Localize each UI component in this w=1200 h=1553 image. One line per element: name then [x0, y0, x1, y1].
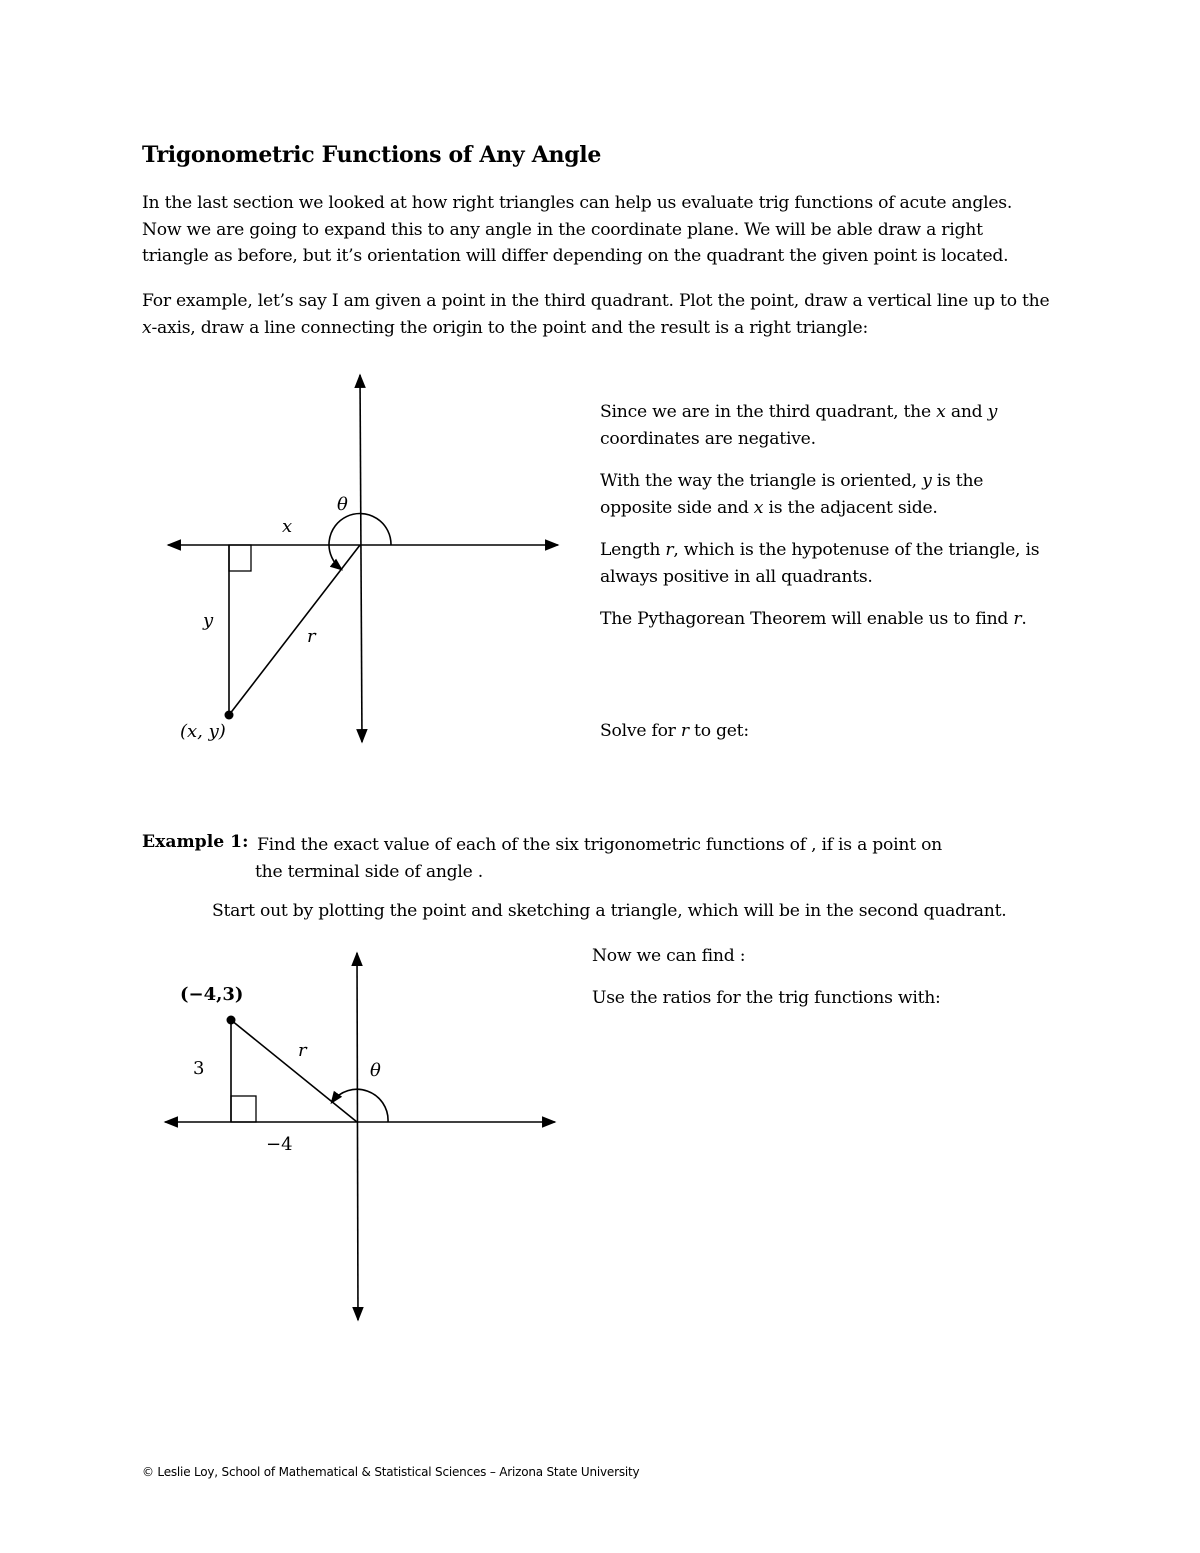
- note-2-text-d: is the adjacent side.: [763, 498, 938, 518]
- page-title: Trigonometric Functions of Any Angle: [142, 142, 602, 168]
- diagram-second-quadrant: [165, 953, 555, 1320]
- example-intro-line-2-text: -axis, draw a line connecting the origin to the point and the result is a right triangle:: [151, 317, 868, 338]
- note-2-text-a: With the way the triangle is oriented,: [600, 471, 923, 491]
- note-2-y: y: [922, 471, 932, 491]
- side-notes: [600, 399, 1070, 633]
- example-1-line-2: the terminal side of angle .: [255, 862, 484, 882]
- note-1-y: y: [987, 402, 998, 422]
- diagram1-r-label: r: [307, 626, 316, 647]
- diagram2-r-label: r: [298, 1040, 307, 1061]
- example-1-text: [257, 832, 1017, 886]
- note-5-r: r: [680, 721, 689, 741]
- note-3-text-a: Length: [600, 540, 666, 560]
- note-5-text-b: to get:: [688, 721, 749, 741]
- diagram2-y-axis: [357, 953, 358, 1320]
- diagram2-angle-arc: [332, 1089, 388, 1122]
- diagram2-point: [227, 1016, 236, 1025]
- diagram2-hypotenuse: [231, 1020, 357, 1122]
- note-2-line-2: [600, 495, 1070, 522]
- diagram2-point-label: (−4,3): [180, 984, 244, 1005]
- note-4-text-b: .: [1021, 609, 1027, 629]
- note-1-line-1: [600, 399, 1070, 426]
- now-we-can-find: Now we can find :: [592, 946, 746, 966]
- diagram2-side-x-label: −4: [266, 1134, 293, 1155]
- note-1-text-b: and: [945, 402, 988, 422]
- diagram1-y-label: y: [203, 610, 214, 631]
- diagram1-point-label: (x, y): [180, 721, 226, 742]
- note-5: [600, 718, 749, 745]
- note-3-r: r: [665, 540, 674, 560]
- note-2-text-c: opposite side and: [600, 498, 754, 518]
- note-3-line-2: always positive in all quadrants.: [600, 567, 873, 587]
- note-2-x: x: [753, 498, 764, 518]
- note-4-r: r: [1013, 609, 1022, 629]
- example-intro-line-1: For example, let’s say I am given a point in the third quadrant. Plot the point, draw a vertical line up to the: [142, 291, 1050, 311]
- intro-line-1: In the last section we looked at how right triangles can help us evaluate trig functions of acute angles.: [142, 193, 1013, 213]
- intro-line-3: triangle as before, but it’s orientation will differ depending on the quadrant the given point is located.: [142, 246, 1009, 266]
- note-2-text-b: is the: [931, 471, 984, 491]
- intro-line-2: Now we are going to expand this to any angle in the coordinate plane. We will be able draw a right: [142, 219, 983, 240]
- diagram1-theta-label: θ: [337, 494, 348, 515]
- note-1-x: x: [936, 402, 946, 422]
- note-5-text-a: Solve for: [600, 721, 681, 741]
- diagram1-x-label: x: [282, 516, 293, 537]
- note-1-text-a: Since we are in the third quadrant, the: [600, 402, 937, 422]
- diagram2-right-angle-box: [231, 1096, 256, 1122]
- note-1-line-2: coordinates are negative.: [600, 429, 816, 449]
- note-3-line-1: [600, 537, 1070, 564]
- diagram2-theta-label: θ: [370, 1060, 381, 1081]
- example-1-label: Example 1:: [142, 832, 249, 852]
- note-2-line-1: [600, 468, 1070, 495]
- example-1-start-text: Start out by plotting the point and sketching a triangle, which will be in the second quadrant.: [212, 901, 1007, 921]
- note-4-text-a: The Pythagorean Theorem will enable us to find: [600, 609, 1014, 629]
- use-the-ratios: Use the ratios for the trig functions with:: [592, 988, 941, 1008]
- x-variable: x: [142, 317, 152, 338]
- diagram-third-quadrant: [168, 375, 558, 742]
- example-1-line-1: Find the exact value of each of the six trigonometric functions of , if is a point on: [257, 835, 943, 855]
- diagram1-right-angle-box: [229, 545, 251, 571]
- diagram1-point: [225, 711, 234, 720]
- note-3-text-b: , which is the hypotenuse of the triangle, is: [673, 540, 1040, 560]
- footer-copyright: © Leslie Loy, School of Mathematical & Statistical Sciences – Arizona State University: [142, 1465, 640, 1479]
- diagram2-side-y-label: 3: [193, 1058, 205, 1079]
- diagram1-y-axis: [360, 375, 362, 742]
- note-4: [600, 606, 1070, 633]
